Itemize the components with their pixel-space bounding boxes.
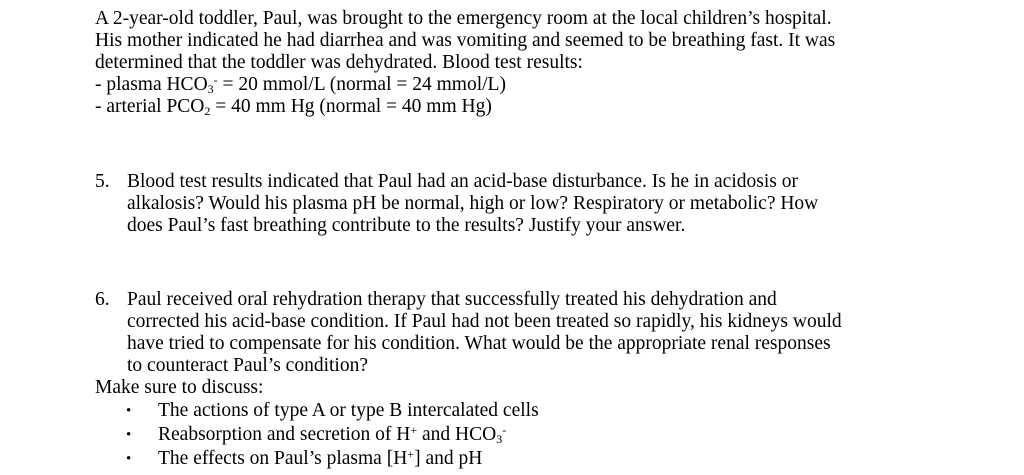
hco3-value: = 20 mmol/L (normal = 24 mmol/L) (217, 74, 506, 95)
intro-line-3: determined that the toddler was dehydrated. Blood test results: (95, 52, 583, 73)
discuss-heading: Make sure to discuss: (95, 377, 264, 398)
pco2-value: = 40 mm Hg (normal = 40 mm Hg) (210, 96, 492, 117)
hco3-superscript: - (502, 423, 507, 437)
question-6-line-4: to counteract Paul’s condition? (127, 355, 368, 376)
discuss-item-2-part2: and HCO (417, 424, 497, 445)
question-6-line-2: corrected his acid-base condition. If Paul had not been treated so rapidly, his kidneys would (127, 311, 842, 332)
question-5-line-2: alkalosis? Would his plasma pH be normal, high or low? Respiratory or metabolic? How (127, 193, 819, 214)
discuss-item-3-part1: The effects on Paul’s plasma [H (158, 448, 408, 469)
h-plus-superscript: + (410, 423, 418, 437)
bullet-icon: • (126, 403, 132, 419)
case-intro (95, 8, 995, 118)
question-6-line-3: have tried to compensate for his condition. What would be the appropriate renal responses (127, 333, 831, 354)
hco3-result (95, 74, 995, 96)
document-body (95, 8, 995, 471)
pco2-prefix: - arterial PCO (95, 96, 205, 117)
question-6-number: 6. (95, 289, 110, 310)
pco2-subscript: 2 (204, 104, 211, 118)
hco3-superscript: - (213, 73, 218, 87)
pco2-result (95, 96, 995, 118)
question-5-line-1: Blood test results indicated that Paul had an acid-base disturbance. Is he in acidosis or (127, 171, 798, 192)
discuss-item-2-part1: Reabsorption and secretion of H (158, 424, 411, 445)
intro-line-2: His mother indicated he had diarrhea and was vomiting and seemed to be breathing fast. It was (95, 30, 836, 51)
hco3-subscript: 3 (496, 432, 503, 446)
list-item (95, 447, 995, 471)
intro-line-1: A 2-year-old toddler, Paul, was brought to the emergency room at the local children’s hospital. (95, 8, 832, 29)
discuss-item-3-part2: ] and pH (414, 448, 483, 469)
question-5 (95, 171, 995, 237)
question-5-number: 5. (95, 171, 110, 192)
hco3-subscript: 3 (207, 82, 214, 96)
bullet-icon: • (126, 427, 132, 443)
discuss-list (95, 399, 995, 471)
list-item (95, 399, 995, 423)
question-6-line-1: Paul received oral rehydration therapy that successfully treated his dehydration and (127, 289, 777, 310)
h-plus-superscript: + (407, 447, 415, 461)
question-6 (95, 289, 995, 377)
discuss-item-1-text: The actions of type A or type B intercalated cells (158, 400, 539, 421)
list-item (95, 423, 995, 447)
bullet-icon: • (126, 451, 132, 467)
hco3-prefix: - plasma HCO (95, 74, 208, 95)
question-5-line-3: does Paul’s fast breathing contribute to the results? Justify your answer. (127, 215, 686, 236)
